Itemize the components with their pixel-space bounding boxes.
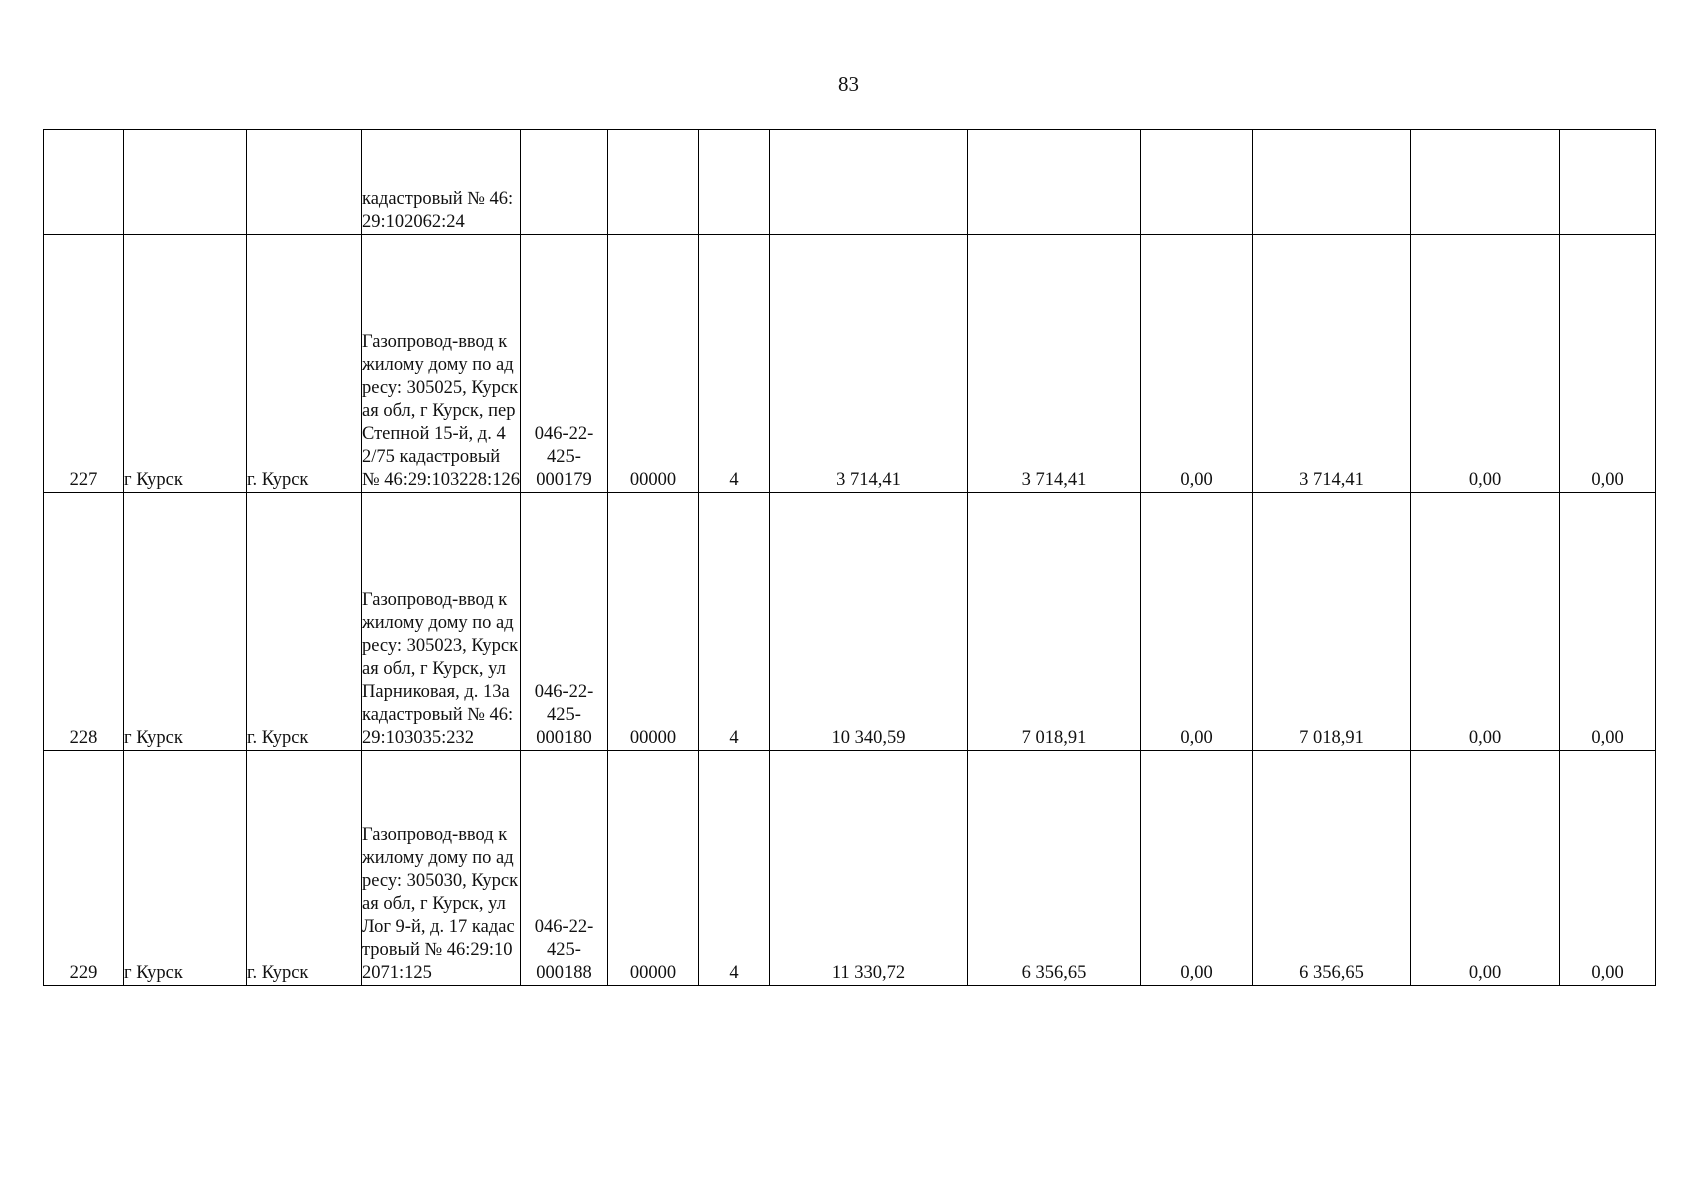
row-number: 227 [44, 235, 124, 493]
municipality: г Курск [124, 493, 247, 751]
table-row [44, 751, 1656, 986]
object-code: 046-22-425-000188 [521, 751, 608, 986]
value-cell: 7 018,91 [968, 493, 1141, 751]
row-number: 229 [44, 751, 124, 986]
page-number: 83 [838, 72, 859, 96]
group-column: 4 [699, 493, 770, 751]
row-number: 228 [44, 493, 124, 751]
city: г. Курск [247, 493, 362, 751]
object-description: Газопровод-ввод к жилому дому по адресу: 305030, Курская обл, г Курск, ул Лог 9-й, д. 17 кадастровый № 46:29:102071:125 [362, 751, 521, 986]
table-cell [968, 130, 1141, 235]
value-cell: 0,00 [1411, 493, 1560, 751]
value-cell: 10 340,59 [770, 493, 968, 751]
table-cell [1141, 130, 1253, 235]
value-cell: 0,00 [1560, 493, 1656, 751]
table-cell [124, 130, 247, 235]
value-cell: 3 714,41 [770, 235, 968, 493]
value-cell: 0,00 [1141, 751, 1253, 986]
value-cell: 0,00 [1560, 751, 1656, 986]
object-code: 046-22-425-000179 [521, 235, 608, 493]
object-description: Газопровод-ввод к жилому дому по адресу: 305023, Курская обл, г Курск, ул Парниковая, д. 13а кадастровый № 46:29:103035:232 [362, 493, 521, 751]
object-description: кадастровый № 46:29:102062:24 [362, 130, 521, 235]
value-cell: 0,00 [1560, 235, 1656, 493]
table-cell [44, 130, 124, 235]
table-row [44, 235, 1656, 493]
value-cell: 0,00 [1411, 235, 1560, 493]
table-cell [1411, 130, 1560, 235]
municipality: г Курск [124, 751, 247, 986]
code-column: 00000 [608, 751, 699, 986]
city: г. Курск [247, 235, 362, 493]
value-cell: 0,00 [1411, 751, 1560, 986]
table-row [44, 493, 1656, 751]
table-cell [521, 130, 608, 235]
value-cell: 3 714,41 [1253, 235, 1411, 493]
table-row [44, 130, 1656, 235]
table-cell [770, 130, 968, 235]
object-code: 046-22-425-000180 [521, 493, 608, 751]
group-column: 4 [699, 751, 770, 986]
value-cell: 6 356,65 [1253, 751, 1411, 986]
city: г. Курск [247, 751, 362, 986]
object-description: Газопровод-ввод к жилому дому по адресу: 305025, Курская обл, г Курск, пер Степной 15-й, д. 42/75 кадастровый № 46:29:103228:126 [362, 235, 521, 493]
value-cell: 6 356,65 [968, 751, 1141, 986]
value-cell: 0,00 [1141, 235, 1253, 493]
table-cell [699, 130, 770, 235]
group-column: 4 [699, 235, 770, 493]
value-cell: 11 330,72 [770, 751, 968, 986]
value-cell: 7 018,91 [1253, 493, 1411, 751]
register-table [43, 129, 1656, 986]
table-cell [247, 130, 362, 235]
table-cell [1253, 130, 1411, 235]
code-column: 00000 [608, 493, 699, 751]
code-column: 00000 [608, 235, 699, 493]
table-cell [608, 130, 699, 235]
value-cell: 0,00 [1141, 493, 1253, 751]
table-cell [1560, 130, 1656, 235]
value-cell: 3 714,41 [968, 235, 1141, 493]
municipality: г Курск [124, 235, 247, 493]
